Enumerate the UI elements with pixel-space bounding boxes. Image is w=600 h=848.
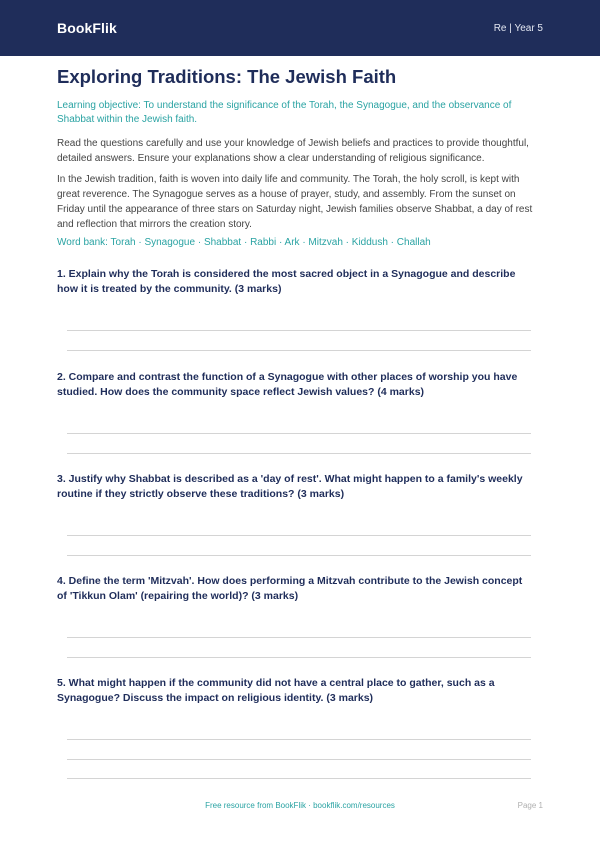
answer-line[interactable] — [67, 739, 531, 740]
instructions-text: Read the questions carefully and use your knowledge of Jewish beliefs and practices to provide thoughtful, detailed answers. Ensure your explanations show a clear understanding of religious significance. — [57, 138, 529, 164]
answer-line[interactable] — [67, 350, 531, 351]
answer-line[interactable] — [67, 637, 531, 638]
subject-year-label: Re | Year 5 — [493, 22, 543, 34]
question-1: 1. Explain why the Torah is considered the most sacred object in a Synagogue and describe how it is treated by the community. (3 marks) — [57, 268, 516, 295]
answer-line[interactable] — [67, 535, 531, 536]
page-title: Exploring Traditions: The Jewish Faith — [57, 66, 397, 87]
brand-logo[interactable]: BookFlik — [57, 20, 117, 36]
word-bank: Word bank: Torah · Synagogue · Shabbat · Rabbi · Ark · Mitzvah · Kiddush · Challah — [57, 237, 431, 248]
header-bar — [0, 0, 600, 56]
context-text: In the Jewish tradition, faith is woven into daily life and community. The Torah, the holy scroll, is kept with great reverence. The Synagogue serves as a house of prayer, study, and assembly. From the sunset on Friday until the appearance of three stars on Saturday night, Jewish families observe Shabbat, a day of rest and reflection that mirrors the creation story. — [57, 174, 533, 230]
answer-line[interactable] — [67, 453, 531, 454]
answer-line[interactable] — [67, 330, 531, 331]
question-3: 3. Justify why Shabbat is described as a 'day of rest'. What might happen to a family's weekly routine if they strictly observe these traditions? (3 marks) — [57, 473, 523, 500]
answer-line[interactable] — [67, 759, 531, 760]
question-2: 2. Compare and contrast the function of a Synagogue with other places of worship you have studied. How does the community space reflect Jewish values? (4 marks) — [57, 371, 518, 398]
answer-line[interactable] — [67, 433, 531, 434]
footer-text[interactable]: Free resource from BookFlik · bookflik.com/resources — [205, 801, 395, 810]
question-4: 4. Define the term 'Mitzvah'. How does performing a Mitzvah contribute to the Jewish concept of 'Tikkun Olam' (repairing the world)? (3 marks) — [57, 575, 523, 602]
answer-line[interactable] — [67, 778, 531, 779]
answer-line[interactable] — [67, 555, 531, 556]
page-number: Page 1 — [517, 801, 543, 810]
question-5: 5. What might happen if the community did not have a central place to gather, such as a Synagogue? Discuss the impact on religious identity. (3 marks) — [57, 677, 495, 704]
learning-objective: Learning objective: To understand the significance of the Torah, the Synagogue, and the observance of Shabbat within the Jewish faith. — [57, 100, 512, 125]
answer-line[interactable] — [67, 657, 531, 658]
